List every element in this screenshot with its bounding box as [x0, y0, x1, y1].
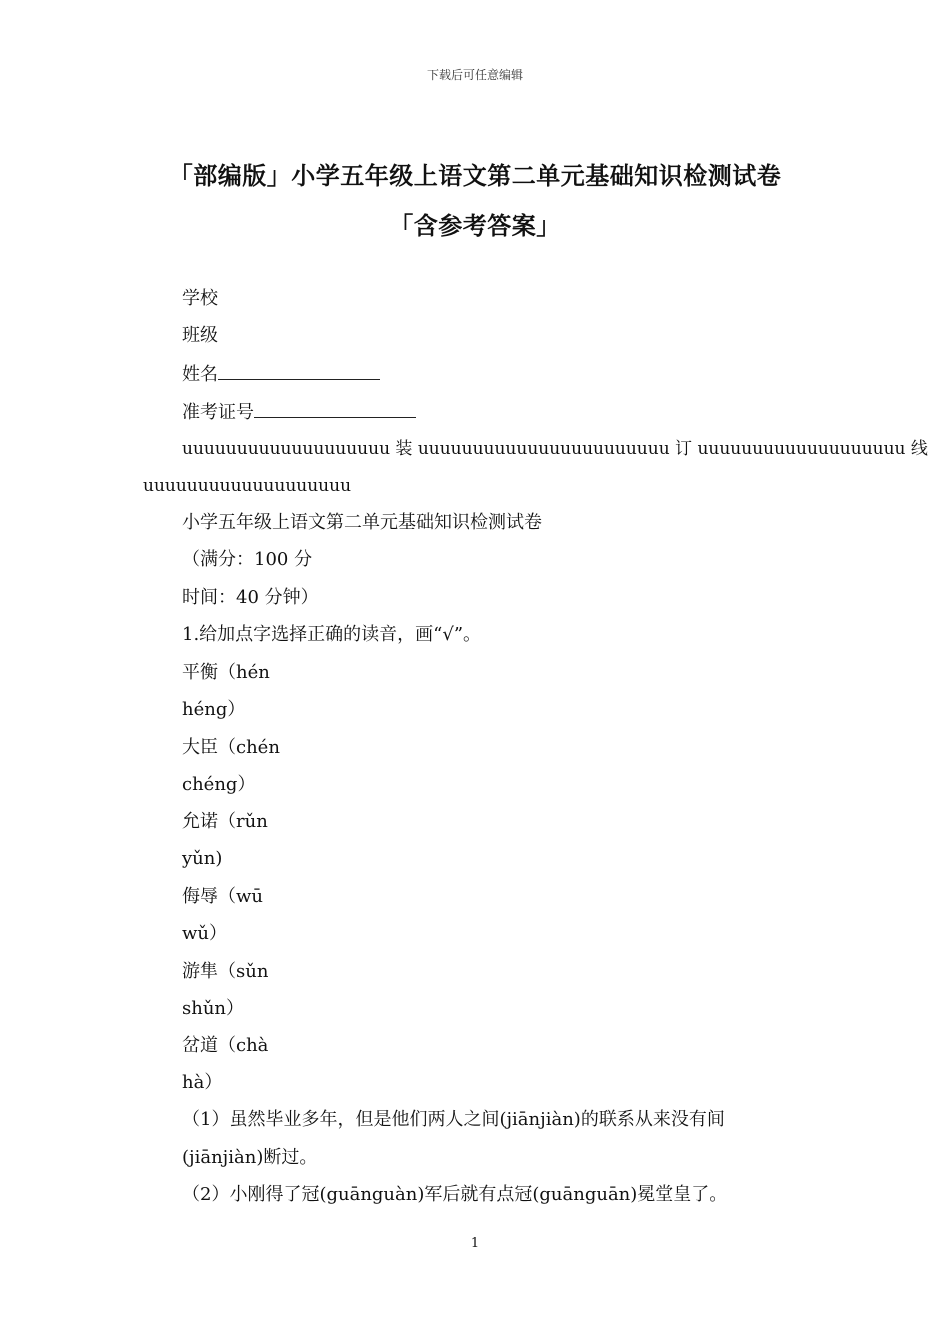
q1-item-5a: 游隼（sǔn: [182, 961, 269, 982]
q1-sub1-line2: (jiānjiàn)断过。: [182, 1147, 318, 1168]
q1-item-4a: 侮辱（wū: [182, 886, 263, 907]
name-row: [182, 361, 380, 387]
school-label: 学校: [182, 288, 218, 309]
page-number: 1: [470, 1236, 480, 1251]
exam-time: 时间：40 分钟）: [182, 587, 319, 608]
class-label: 班级: [182, 325, 218, 346]
exam-id-blank[interactable]: [254, 399, 416, 418]
header-note: 下载后可任意编辑: [426, 68, 523, 82]
q1-item-2b: chéng）: [182, 774, 256, 795]
document-title: 「部编版」小学五年级上语文第二单元基础知识检测试卷: [168, 162, 782, 190]
name-label: 姓名: [182, 364, 218, 385]
q1-item-3b: yǔn): [182, 848, 223, 869]
binding-line-2: uuuuuuuuuuuuuuuuuuu: [143, 476, 352, 496]
q1-item-1a: 平衡（hén: [182, 662, 270, 683]
exam-subtitle: 小学五年级上语文第二单元基础知识检测试卷: [182, 512, 542, 533]
q1-item-6a: 岔道（chà: [182, 1035, 269, 1056]
q1-item-1b: héng）: [182, 699, 246, 720]
q1-item-5b: shǔn）: [182, 998, 245, 1019]
binding-line-1: uuuuuuuuuuuuuuuuuuu 装 uuuuuuuuuuuuuuuuuuuuuuu 订 uuuuuuuuuuuuuuuuuuu 线: [182, 439, 928, 459]
q1-item-4b: wǔ）: [182, 923, 227, 944]
exam-id-label: 准考证号: [182, 402, 254, 423]
q1-sub1-line1: （1）虽然毕业多年，但是他们两人之间(jiānjiàn)的联系从来没有间: [182, 1109, 725, 1130]
q1-sub2: （2）小刚得了冠(guānguàn)军后就有点冠(guānguān)冕堂皇了。: [182, 1184, 728, 1205]
q1-item-2a: 大臣（chén: [182, 737, 280, 758]
document-title-suffix: 「含参考答案」: [389, 212, 561, 240]
exam-id-row: [182, 399, 416, 425]
q1-item-6b: hà）: [182, 1072, 223, 1093]
question-1-prompt: 1.给加点字选择正确的读音，画“√”。: [182, 624, 482, 645]
exam-score: （满分：100 分: [182, 549, 313, 570]
name-blank[interactable]: [218, 361, 380, 380]
q1-item-3a: 允诺（rǔn: [182, 811, 268, 832]
